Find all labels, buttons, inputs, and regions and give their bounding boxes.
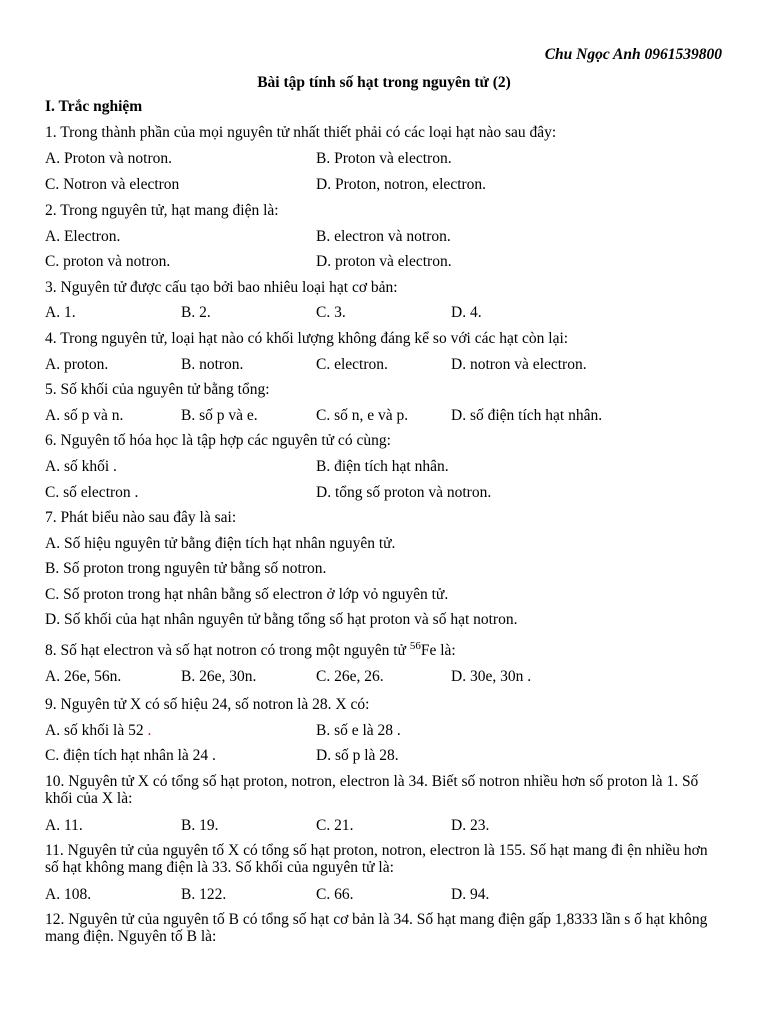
q10-option-d: D. 23. xyxy=(451,817,490,834)
q6-option-c: C. số electron . xyxy=(45,484,139,501)
question-5: 5. Số khối của nguyên tử bằng tổng: xyxy=(45,381,270,398)
q4-option-c: C. electron. xyxy=(316,356,388,373)
q11-option-b: B. 122. xyxy=(181,886,227,903)
q1-option-a: A. Proton và notron. xyxy=(45,150,173,167)
q11-option-d: D. 94. xyxy=(451,886,490,903)
question-8-tail: Fe là: xyxy=(420,642,456,659)
q7-option-d: D. Số khối của hạt nhân nguyên tử bằng tổng số hạt proton và số hạt notron. xyxy=(45,611,518,628)
question-2: 2. Trong nguyên tử, hạt mang điện là: xyxy=(45,202,279,219)
q7-option-b: B. Số proton trong nguyên tử bằng số notron. xyxy=(45,560,327,577)
red-mark: . xyxy=(147,722,152,739)
page-title: Bài tập tính số hạt trong nguyên tử (2) xyxy=(257,74,511,91)
q4-option-b: B. notron. xyxy=(181,356,244,373)
author-line: Chu Ngọc Anh 0961539800 xyxy=(544,46,722,63)
q9-option-d: D. số p là 28. xyxy=(316,747,399,764)
question-7: 7. Phát biểu nào sau đây là sai: xyxy=(45,509,237,526)
q11-option-c: C. 66. xyxy=(316,886,354,903)
q5-option-d: D. số điện tích hạt nhân. xyxy=(451,407,603,424)
q6-option-d: D. tổng số proton và notron. xyxy=(316,484,492,501)
question-6: 6. Nguyên tố hóa học là tập hợp các nguyên tử có cùng: xyxy=(45,432,391,449)
q10-option-a: A. 11. xyxy=(45,817,83,834)
q1-option-b: B. Proton và electron. xyxy=(316,150,452,167)
q4-option-a: A. proton. xyxy=(45,356,109,373)
q3-option-b: B. 2. xyxy=(181,304,211,321)
q1-option-c: C. Notron và electron xyxy=(45,176,180,193)
question-10: 10. Nguyên tử X có tổng số hạt proton, notron, electron là 34. Biết số notron nhiều hơn số proton là 1. Số khối của X là: xyxy=(45,773,699,807)
q10-option-c: C. 21. xyxy=(316,817,354,834)
q5-option-c: C. số n, e và p. xyxy=(316,407,409,424)
question-12: 12. Nguyên tử của nguyên tố B có tổng số hạt cơ bản là 34. Số hạt mang điện gấp 1,8333 lần s ố hạt không mang điện. Nguyên tố B là: xyxy=(45,911,708,945)
question-3: 3. Nguyên tử được cấu tạo bởi bao nhiêu loại hạt cơ bản: xyxy=(45,279,398,296)
q8-option-d: D. 30e, 30n . xyxy=(451,668,532,685)
q5-option-b: B. số p và e. xyxy=(181,407,258,424)
q6-option-b: B. điện tích hạt nhân. xyxy=(316,458,449,475)
q3-option-a: A. 1. xyxy=(45,304,76,321)
section-heading: I. Trắc nghiệm xyxy=(45,98,143,115)
question-8-text: 8. Số hạt electron và số hạt notron có trong một nguyên tử xyxy=(45,642,410,659)
q7-option-a: A. Số hiệu nguyên tử bằng điện tích hạt nhân nguyên tử. xyxy=(45,535,396,552)
q9-option-c: C. điện tích hạt nhân là 24 . xyxy=(45,747,216,764)
q1-option-d: D. Proton, notron, electron. xyxy=(316,176,487,193)
q3-option-c: C. 3. xyxy=(316,304,346,321)
q11-option-a: A. 108. xyxy=(45,886,92,903)
question-1: 1. Trong thành phần của mọi nguyên tử nhất thiết phải có các loại hạt nào sau đây: xyxy=(45,124,557,141)
q4-option-d: D. notron và electron. xyxy=(451,356,587,373)
q6-option-a: A. số khối . xyxy=(45,458,117,475)
q2-option-b: B. electron và notron. xyxy=(316,228,451,245)
q9-option-a-text: A. số khối là 52 xyxy=(45,722,144,739)
q2-option-a: A. Electron. xyxy=(45,228,121,245)
q9-option-b: B. số e là 28 . xyxy=(316,722,401,739)
q10-option-b: B. 19. xyxy=(181,817,219,834)
q2-option-d: D. proton và electron. xyxy=(316,253,452,270)
q5-option-a: A. số p và n. xyxy=(45,407,124,424)
q2-option-c: C. proton và notron. xyxy=(45,253,171,270)
q9-option-a xyxy=(45,722,151,740)
question-9: 9. Nguyên tử X có số hiệu 24, số notron là 28. X có: xyxy=(45,696,370,713)
q7-option-c: C. Số proton trong hạt nhân bằng số electron ở lớp vỏ nguyên tử. xyxy=(45,586,449,603)
q3-option-d: D. 4. xyxy=(451,304,482,321)
question-4: 4. Trong nguyên tử, loại hạt nào có khối lượng không đáng kể so với các hạt còn lại: xyxy=(45,330,569,347)
q8-option-b: B. 26e, 30n. xyxy=(181,668,257,685)
mass-number: 56 xyxy=(409,640,421,652)
question-11: 11. Nguyên tử của nguyên tố X có tổng số hạt proton, notron, electron là 155. Số hạt mang đi ện nhiều hơn số hạt không mang điện là 33. Số khối của nguyên tử là: xyxy=(45,842,708,876)
q8-option-a: A. 26e, 56n. xyxy=(45,668,122,685)
question-8 xyxy=(45,640,456,660)
q8-option-c: C. 26e, 26. xyxy=(316,668,384,685)
